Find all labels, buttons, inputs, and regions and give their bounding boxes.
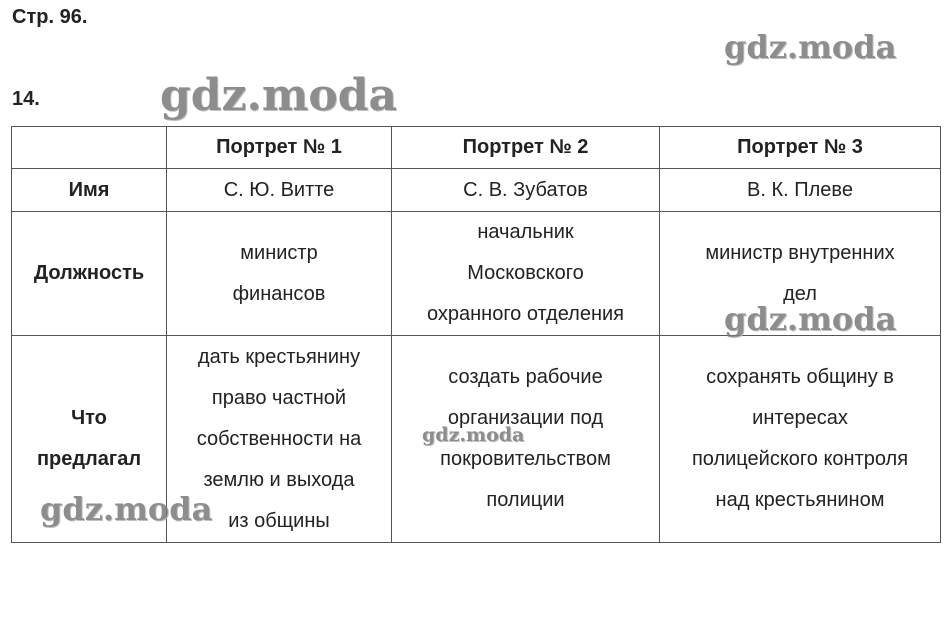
watermark-logo: gdz.moda (40, 490, 213, 528)
header-portrait-3: Портрет № 3 (660, 127, 941, 169)
row-label-position: Должность (12, 212, 167, 336)
cell-line: создать рабочие (448, 366, 603, 388)
watermark-logo: gdz.moda (724, 300, 897, 338)
watermark-logo: gdz.moda (724, 28, 897, 66)
cell-line: сохранять общину в (706, 366, 894, 388)
cell-line: из общины (228, 509, 330, 532)
cell-name-portrait-1: С. Ю. Витте (167, 169, 392, 212)
row-label-name: Имя (12, 169, 167, 212)
cell-line: министр внутренних (705, 241, 895, 264)
cell-line: полиции (486, 489, 565, 511)
cell-line: финансов (232, 282, 326, 305)
row-label-line: Что (71, 407, 107, 429)
cell-position-portrait-1 (167, 212, 392, 336)
cell-line: собственности на (196, 427, 362, 450)
cell-line: министр (240, 241, 318, 264)
cell-line: Московского (467, 262, 584, 284)
cell-name-portrait-3: В. К. Плеве (660, 169, 941, 212)
cell-line: начальник (477, 221, 574, 243)
cell-line: дать крестьянину (197, 345, 361, 368)
cell-line: полицейского контроля (691, 448, 909, 470)
watermark-logo: gdz.moda (422, 424, 525, 446)
cell-line: над крестьянином (715, 489, 885, 511)
cell-line: дел (783, 282, 817, 305)
cell-line: интересах (752, 407, 848, 429)
cell-line: землю и выхода (203, 468, 355, 491)
cell-line: охранного отделения (426, 303, 625, 325)
header-portrait-1: Портрет № 1 (167, 127, 392, 169)
header-empty-cell (12, 127, 167, 169)
cell-name-portrait-2: С. В. Зубатов (392, 169, 660, 212)
cell-line: покровительством (440, 448, 611, 470)
task-number: 14. (12, 88, 40, 110)
cell-line: право частной (211, 386, 347, 409)
header-portrait-2: Портрет № 2 (392, 127, 660, 169)
cell-position-portrait-2 (392, 212, 660, 336)
cell-proposal-portrait-3 (660, 336, 941, 543)
page-number-label: Стр. 96. (12, 6, 88, 28)
row-label-line: предлагал (36, 448, 142, 470)
cell-line: организации под (447, 407, 604, 429)
table-header-row (12, 127, 941, 169)
watermark-logo: gdz.moda (160, 70, 398, 121)
table-row-name (12, 169, 941, 212)
